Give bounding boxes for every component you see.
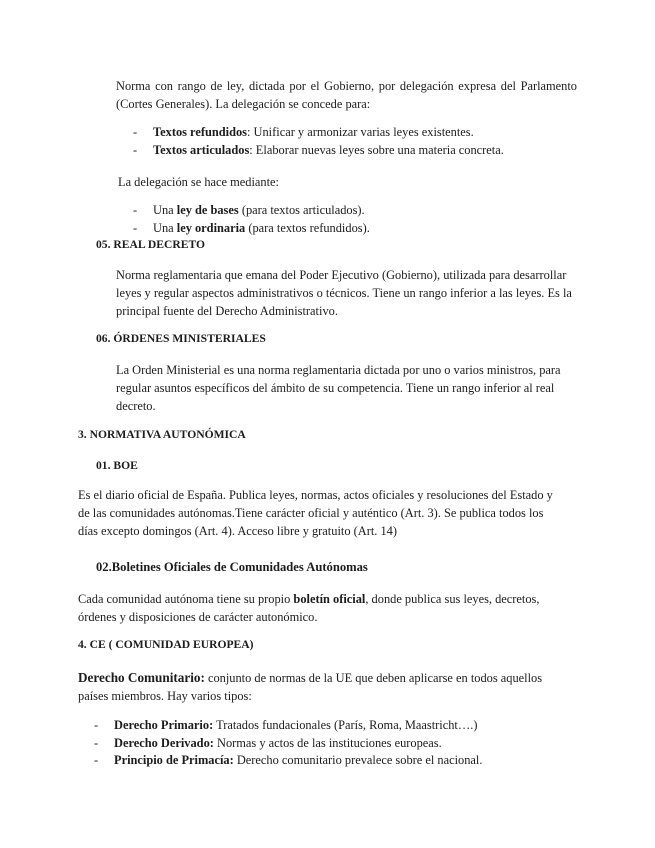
list-item: - Textos articulados: Elaborar nuevas leyes sobre una materia concreta. — [153, 142, 504, 160]
intro-paragraph: Norma con rango de ley, dictada por el Gobierno, por delegación expresa del Parlamento (Cortes Generales). La delegación se concede para: — [116, 79, 577, 111]
heading-normativa-autonomica: 3. NORMATIVA AUTONÓMICA — [78, 428, 246, 441]
boe-paragraph: Es el diario oficial de España. Publica leyes, normas, actos oficiales y resoluciones del Estado y de las comunidades autónomas.Tiene carácter oficial y auténtico (Art. 3). Se publica todos los días excepto domingos (Art. 4). Acceso libre y gratuito (Art. 14) — [78, 488, 553, 538]
real-decreto-paragraph: Norma reglamentaria que emana del Poder Ejecutivo (Gobierno), utilizada para desarrollar leyes y regular aspectos administrativos o técnicos. Tiene un rango inferior a las leyes. Es la principal fuente del Derecho Administrativo. — [116, 268, 572, 318]
dash-bullet: - — [133, 125, 138, 139]
delegation-list — [133, 124, 504, 159]
list-item: - Derecho Primario: Tratados fundacionales (París, Roma, Maastricht….) — [114, 717, 482, 735]
dash-bullet: - — [133, 203, 138, 217]
list-item: - Principio de Primacía: Derecho comunitario prevalece sobre el nacional. — [114, 752, 482, 770]
heading-boletines-oficiales: 02.Boletines Oficiales de Comunidades Autónomas — [96, 560, 368, 574]
heading-comunidad-europea: 4. CE ( COMUNIDAD EUROPEA) — [78, 638, 254, 651]
derecho-types-list — [94, 717, 483, 770]
dash-bullet: - — [133, 142, 138, 157]
heading-boe: 01. BOE — [96, 459, 138, 472]
derecho-comunitario-paragraph: Derecho Comunitario: conjunto de normas de la UE que deben aplicarse en todos aquellos países miembros. Hay varios tipos: — [78, 670, 543, 703]
list-item: - Derecho Derivado: Normas y actos de las instituciones europeas. — [114, 735, 482, 753]
dash-bullet: - — [94, 735, 99, 750]
dash-bullet: - — [94, 718, 99, 732]
dash-bullet: - — [94, 753, 99, 767]
heading-ordenes-ministeriales: 06. ÓRDENES MINISTERIALES — [96, 332, 266, 345]
heading-real-decreto: 05. REAL DECRETO — [96, 238, 205, 251]
list-item: - Textos refundidos: Unificar y armonizar varias leyes existentes. — [153, 124, 504, 142]
list-item: - Una ley ordinaria (para textos refundidos). — [153, 220, 370, 238]
ordenes-paragraph: La Orden Ministerial es una norma reglamentaria dictada por uno o varios ministros, para regular asuntos específicos del ámbito de su competencia. Tiene un rango inferior al real decreto. — [116, 363, 561, 413]
dash-bullet: - — [133, 220, 138, 235]
delegation-intro: La delegación se hace mediante: — [118, 175, 279, 189]
delegation-means-list — [133, 202, 370, 237]
boletines-paragraph: Cada comunidad autónoma tiene su propio boletín oficial, donde publica sus leyes, decretos, órdenes y disposiciones de carácter autonómico. — [78, 592, 540, 624]
list-item: - Una ley de bases (para textos articulados). — [153, 202, 370, 220]
